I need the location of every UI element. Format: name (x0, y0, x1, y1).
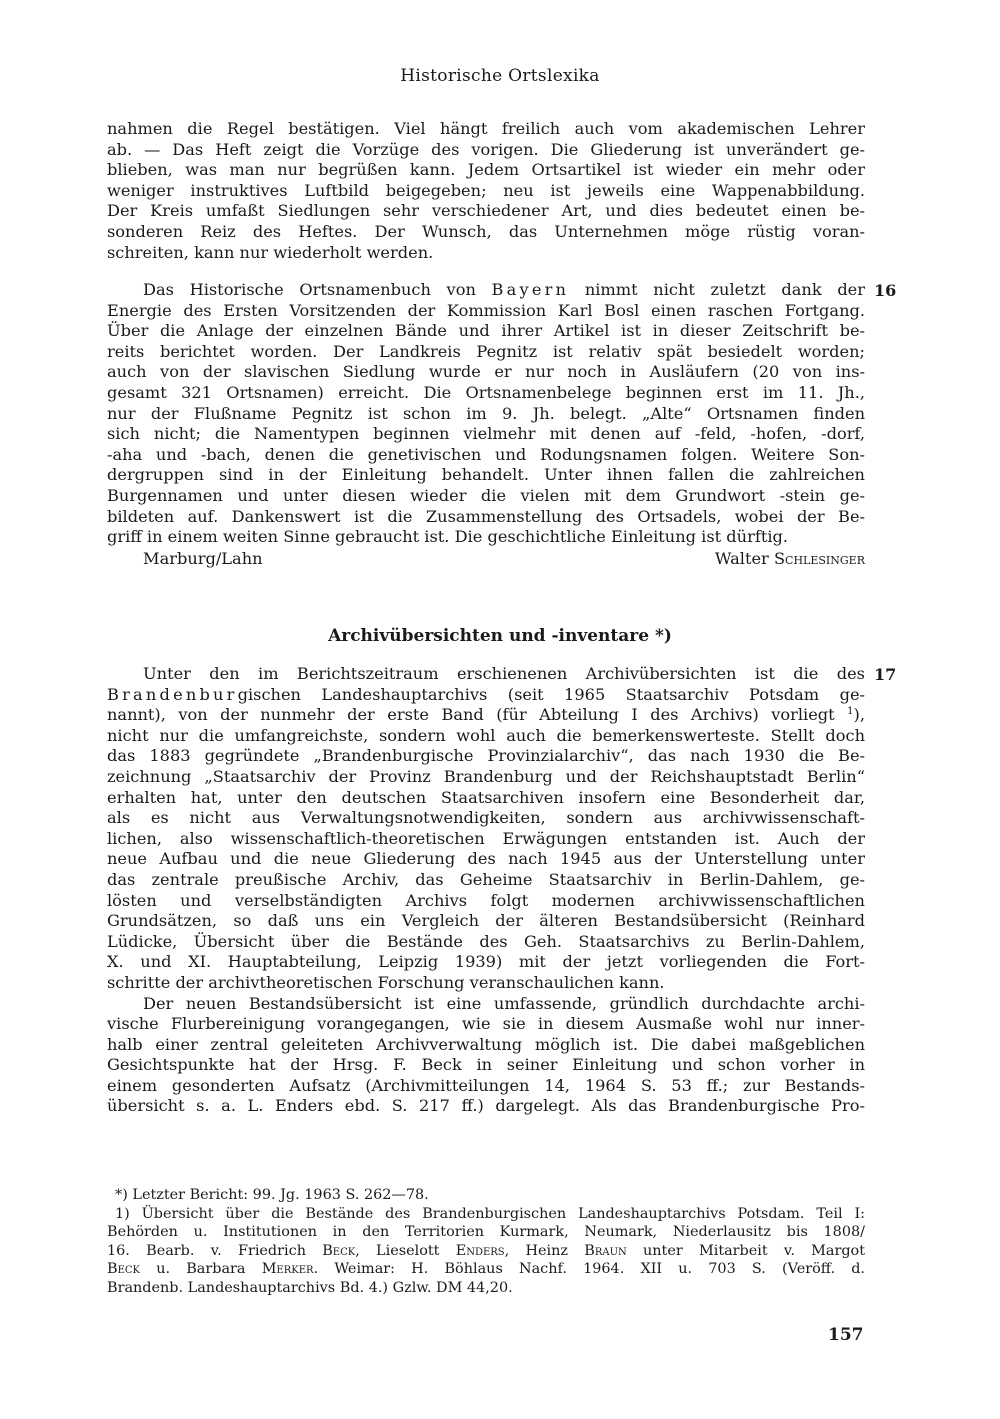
text-line: lichen, also wissenschaftlich-theoretischen Erwägungen entstanden ist. Auch der (107, 828, 865, 848)
editor-name: Beck (322, 1242, 356, 1259)
text-line: sonderen Reiz des Heftes. Der Wunsch, das Unternehmen möge rüstig voran- (107, 221, 865, 241)
text-line: halb einer zentral geleiteten Archivverwaltung möglich ist. Die dabei maßgeblichen (107, 1034, 865, 1054)
text-line: Grundsätzen, so daß uns ein Vergleich der älteren Bestandsübersicht (Reinhard (107, 911, 865, 931)
signature-author (715, 548, 865, 570)
footnote-line: Brandenb. Landeshauptarchivs Bd. 4.) Gzlw. DM 44,20. (107, 1279, 513, 1296)
paragraph-archiv (107, 664, 865, 1117)
paragraph-bayern (107, 280, 865, 570)
footnotes (107, 1186, 865, 1298)
text-line: blieben, was man nur begrüßen kann. Jedem Ortsartikel ist wieder ein mehr oder (107, 160, 865, 180)
page-number: 157 (828, 1325, 864, 1345)
text-line: dergruppen sind in der Einleitung behandelt. Unter ihnen fallen die zahlreichen (107, 465, 865, 485)
margin-number: 16 (874, 281, 897, 300)
footnote-line: Behörden u. Institutionen in den Territorien Kurmark, Neumark, Niederlausitz bis 1808/ (107, 1224, 865, 1241)
editor-name: Enders (455, 1242, 505, 1259)
footnote-reference (835, 705, 865, 724)
text-line: vische Flurbereinigung vorangegangen, wie sie in diesem Ausmaße wohl nur inner- (107, 1014, 865, 1034)
text-line: Burgennamen und unter diesen wieder die vielen mit dem Grundwort -stein ge- (107, 485, 865, 505)
editor-name: Braun (584, 1242, 627, 1259)
text-span: gischen Landeshauptarchivs (seit 1965 Staatsarchiv Potsdam ge- (237, 684, 865, 704)
text-line (107, 705, 865, 726)
text-span: , Lieselott (355, 1242, 440, 1259)
text-span: nimmt nicht zuletzt dank der (584, 280, 865, 299)
text-span: unter Mitarbeit v. Margot (643, 1242, 866, 1259)
text-line: nicht nur die umfangreichste, sondern wohl auch die bemerkenswerteste. Stellt doch (107, 725, 865, 745)
text-span: , Heinz (504, 1242, 568, 1259)
footnote-line (107, 1260, 865, 1279)
text-line (107, 685, 865, 706)
text-span: Das Historische Ortsnamenbuch von (143, 280, 476, 299)
text-line: ab. — Das Heft zeigt die Vorzüge des vorigen. Die Gliederung ist unverändert ge- (107, 139, 865, 159)
footnote-line (107, 1242, 865, 1261)
text-line: X. und XI. Hauptabteilung, Leipzig 1939) mit der jetzt vorliegenden die Fort- (107, 952, 865, 972)
running-head: Historische Ortslexika (400, 66, 600, 86)
text-line: -aha und -bach, denen die genetivischen und Rodungsnamen folgen. Weitere Son- (107, 444, 865, 464)
text-line: schritte der archivtheoretischen Forschung veranschaulichen kann. (107, 972, 665, 992)
section-heading (0, 626, 1000, 646)
text-line: auch von der slavischen Siedlung wurde er nur noch in Ausläufern (20 von ins- (107, 362, 865, 382)
text-line: reits berichtet worden. Der Landkreis Pegnitz ist relativ spät besiedelt worden; (107, 341, 865, 361)
text-line: nur der Flußname Pegnitz ist schon im 9. Jh. belegt. „Alte“ Ortsnamen finden (107, 403, 865, 423)
paragraph-continuation (107, 119, 865, 263)
text-line: Der neuen Bestandsübersicht ist eine umfassende, gründlich durchdachte archi- (143, 993, 865, 1013)
text-line: das zentrale preußische Archiv, das Geheime Staatsarchiv in Berlin-Dahlem, ge- (107, 869, 865, 889)
text-line: schreiten, kann nur wiederholt werden. (107, 242, 434, 262)
text-line: Unter den im Berichtszeitraum erschienenen Archivübersichten ist die des (143, 664, 865, 683)
signature-place: Marburg/Lahn (143, 548, 263, 568)
footnote-star: *) Letzter Bericht: 99. Jg. 1963 S. 262—78. (115, 1187, 429, 1203)
text-line: lösten und verselbständigten Archivs folgt modernen archivwissenschaftlichen (107, 890, 865, 910)
text-line: Gesichtspunkte hat der Hrsg. F. Beck in seiner Einleitung und schon vorher in (107, 1055, 865, 1075)
text-span: ) Übersicht über die Bestände des Brandenburgischen Landeshauptarchivs Potsdam. Teil I: (124, 1205, 865, 1222)
text-line: Lüdicke, Übersicht über die Bestände des Geh. Staatsarchivs zu Berlin-Dahlem, (107, 931, 865, 951)
spaced-term-brandenburg: Brandenbur (107, 684, 238, 704)
text-line: neue Aufbau und die neue Gliederung des nach 1945 aus der Unterstellung unter (107, 849, 865, 869)
text-span: 16. Bearb. v. Friedrich (107, 1242, 306, 1259)
text-line: gesamt 321 Ortsnamen) erreicht. Die Ortsnamenbelege beginnen erst im 11. Jh., (107, 382, 865, 402)
section-heading-text: Archivübersichten und -inventare (328, 626, 650, 646)
text-span: nannt), von der nunmehr der erste Band (für Abteilung I des Archivs) vorliegt (107, 705, 835, 725)
text-line: bildeten auf. Dankenswert ist die Zusammenstellung des Ortsadels, wobei der Be- (107, 506, 865, 526)
footnote-ref-number: 1 (847, 706, 854, 718)
text-span: u. Barbara (156, 1261, 246, 1278)
text-span: . Weimar: H. Böhlaus Nachf. 1964. XII u. 703 S. (Veröff. d. (313, 1261, 866, 1278)
text-line: Der Kreis umfaßt Siedlungen sehr verschiedener Art, und dies bedeutet einen be- (107, 201, 865, 221)
text-line: zeichnung „Staatsarchiv der Provinz Brandenburg und der Reichshauptstadt Berlin“ (107, 766, 865, 786)
text-line: erhalten hat, unter den deutschen Staatsarchiven insofern eine Besonderheit dar, (107, 787, 865, 807)
signature (107, 548, 865, 570)
footnote-1 (107, 1205, 865, 1224)
text-line (107, 280, 865, 301)
spaced-term-bayern: Bayern (491, 280, 570, 299)
text-line: griff in einem weiten Sinne gebraucht ist. Die geschichtliche Einleitung ist dürftig. (107, 527, 789, 547)
text-line: nahmen die Regel bestätigen. Viel hängt freilich auch vom akademischen Lehrer (107, 119, 865, 138)
text-line: Energie des Ersten Vorsitzenden der Kommission Karl Bosl einen raschen Fortgang. (107, 300, 865, 320)
text-span: ), (853, 705, 865, 725)
text-line: übersicht s. a. L. Enders ebd. S. 217 ff.) dargelegt. Als das Brandenburgische Pro- (107, 1096, 865, 1116)
footnote-marker: 1 (115, 1205, 125, 1222)
text-line: als es nicht aus Verwaltungsnotwendigkeiten, sondern aus archivwissenschaft- (107, 808, 865, 828)
author-first-name: Walter (714, 548, 769, 568)
text-line: einem gesonderten Aufsatz (Archivmitteilungen 14, 1964 S. 53 ff.; zur Bestands- (107, 1075, 865, 1095)
editor-name: Merker (261, 1261, 314, 1278)
editor-name: Beck (107, 1261, 140, 1278)
author-last-name: Schlesinger (773, 548, 865, 568)
text-line: Über die Anlage der einzelnen Bände und ihrer Artikel ist in dieser Zeitschrift be- (107, 321, 865, 341)
margin-number: 17 (874, 665, 897, 684)
text-line: das 1883 gegründete „Brandenburgische Provinzialarchiv“, das nach 1930 die Be- (107, 746, 865, 766)
text-line: sich nicht; die Namentypen beginnen vielmehr mit denen auf -feld, -hofen, -dorf, (107, 424, 865, 444)
footnote-marker: *) (654, 626, 672, 646)
text-line: weniger instruktives Luftbild beigegeben; neu ist jeweils eine Wappenabbildung. (107, 180, 865, 200)
